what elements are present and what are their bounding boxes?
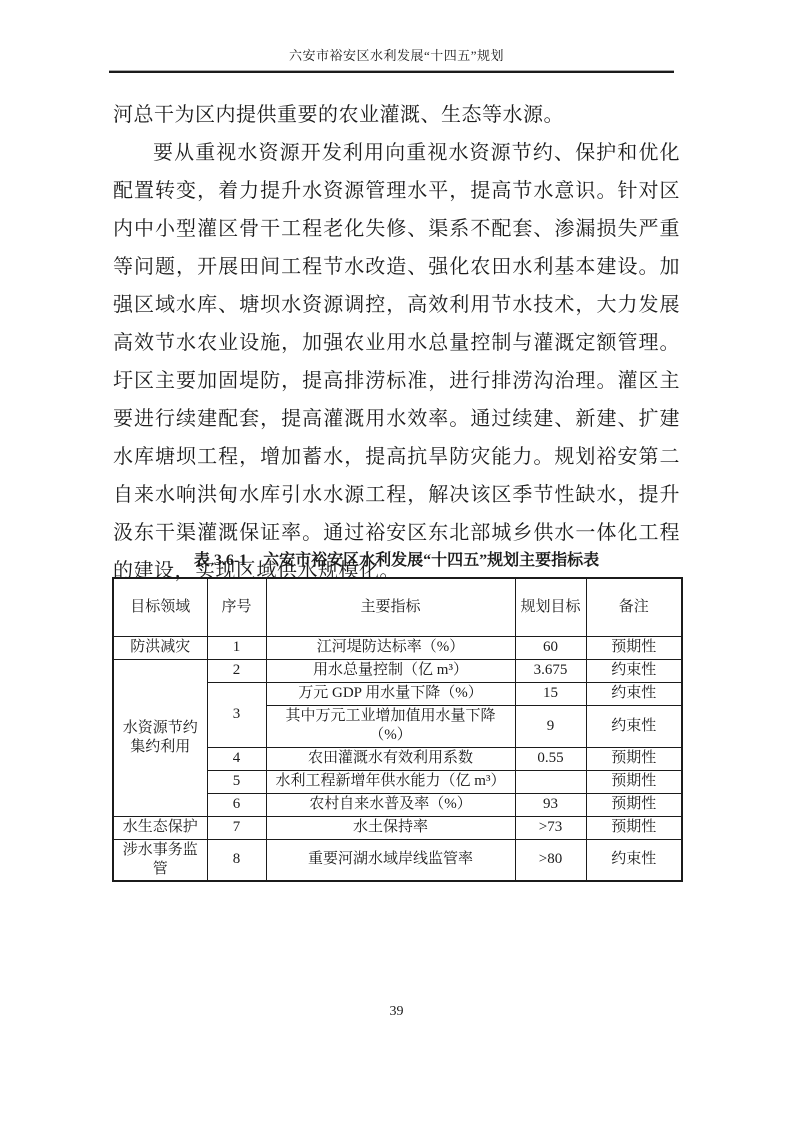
table-row [113,816,682,839]
table-header-cell: 序号 [207,578,266,636]
table-cell: 用水总量控制（亿 m³） [266,659,515,682]
table-header-cell: 主要指标 [266,578,515,636]
table-cell: >73 [515,816,586,839]
table-cell: 8 [207,839,266,881]
table-cell: 3 [207,682,266,747]
table-cell: 重要河湖水域岸线监管率 [266,839,515,881]
table-row [113,636,682,659]
table-cell: 万元 GDP 用水量下降（%） [266,682,515,705]
table-caption: 表 3.6-1 六安市裕安区水利发展“十四五”规划主要指标表 [193,552,600,569]
table-cell: 水利工程新增年供水能力（亿 m³） [266,770,515,793]
table-cell: 预期性 [586,747,682,770]
table-row [113,839,682,881]
table-cell: 约束性 [586,659,682,682]
table-cell: 15 [515,682,586,705]
table-cell: 农村自来水普及率（%） [266,793,515,816]
table-cell: 9 [515,705,586,747]
table-cell: 预期性 [586,770,682,793]
table-header-cell: 目标领域 [113,578,207,636]
table-cell: 农田灌溉水有效利用系数 [266,747,515,770]
paragraph-continuation: 河总干为区内提供重要的农业灌溉、生态等水源。 [113,104,564,126]
indicator-table [112,577,683,882]
table-cell: 6 [207,793,266,816]
table-cell: 水资源节约集约利用 [113,659,207,816]
header-rule [109,70,674,73]
table-cell: 4 [207,747,266,770]
paragraph-main: 要从重视水资源开发利用向重视水资源节约、保护和优化配置转变，着力提升水资源管理水平，提高节水意识。针对区内中小型灌区骨干工程老化失修、渠系不配套、渗漏损失严重等问题，开展田间工程节水改造、强化农田水利基本建设。加强区域水库、塘坝水资源调控，高效利用节水技术，大力发展高效节水农业设施，加强农业用水总量控制与灌溉定额管理。圩区主要加固堤防，提高排涝标准，进行排涝沟治理。灌区主要进行续建配套，提高灌溉用水效率。通过续建、新建、扩建水库塘坝工程，增加蓄水，提高抗旱防灾能力。规划裕安第二自来水响洪甸水库引水水源工程，解决该区季节性缺水，提升汲东干渠灌溉保证率。通过裕安区东北部城乡供水一体化工程的建设，实现区域供水规模化。 [113,142,680,582]
table-cell: 约束性 [586,705,682,747]
table-cell: 7 [207,816,266,839]
table-cell: 3.675 [515,659,586,682]
table-cell: 2 [207,659,266,682]
table-row [113,659,682,682]
body-text [113,96,680,590]
table-cell: 5 [207,770,266,793]
table-cell: 约束性 [586,839,682,881]
table-cell: 预期性 [586,816,682,839]
table-cell: 60 [515,636,586,659]
table-cell [515,770,586,793]
running-header-title: 六安市裕安区水利发展“十四五”规划 [288,48,505,63]
table-cell: 预期性 [586,636,682,659]
table-cell: 约束性 [586,682,682,705]
table-header-cell: 规划目标 [515,578,586,636]
table-cell: 防洪减灾 [113,636,207,659]
table-cell: >80 [515,839,586,881]
table-cell: 93 [515,793,586,816]
table-cell: 涉水事务监管 [113,839,207,881]
table-cell: 水土保持率 [266,816,515,839]
table-cell: 其中万元工业增加值用水量下降（%） [266,705,515,747]
table-header-row [113,578,682,636]
page-number: 39 [389,1004,404,1019]
table-cell: 预期性 [586,793,682,816]
table-cell: 1 [207,636,266,659]
table-cell: 0.55 [515,747,586,770]
table-header-cell: 备注 [586,578,682,636]
table-cell: 水生态保护 [113,816,207,839]
table-cell: 江河堤防达标率（%） [266,636,515,659]
